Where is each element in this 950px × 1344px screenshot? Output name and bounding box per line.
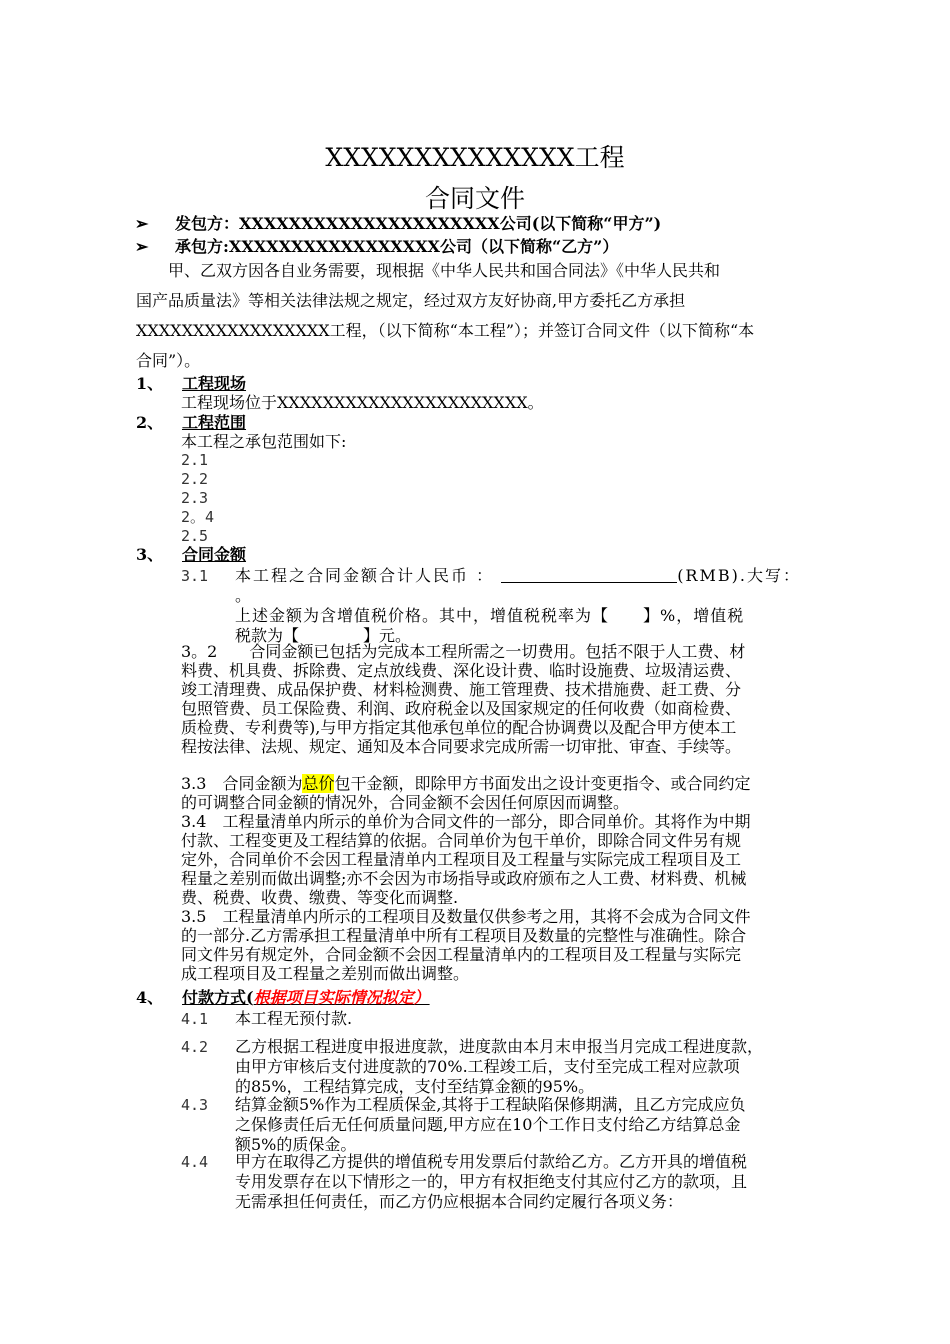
clause-line: 定外，合同单价不会因工程量清单内工程项目及工程量与实际完成工程项目及工 — [181, 850, 742, 869]
clause-line: 之保修责任后无任何质量问题,甲方应在10个工作日支付给乙方结算总金 — [235, 1115, 741, 1134]
clause-line: 的一部分.乙方需承担工程量清单中所有工程项目及数量的完整性与准确性。除合 — [181, 926, 747, 945]
clause-line: 由甲方审核后支付进度款的70%.工程竣工后，支付至完成工程对应款项 — [235, 1057, 740, 1076]
highlighted-text: 总价 — [302, 774, 335, 793]
clause-text: 税款为【 】元。 — [235, 626, 412, 645]
doc-title: XXXXXXXXXXXXXX工程 — [325, 143, 625, 172]
clause-4-4 — [181, 1152, 863, 1212]
clause-line: 专用发票存在以下情形之一的，甲方有权拒绝支付其应付乙方的款项，且 — [235, 1172, 748, 1191]
scope-item: 2.1 — [181, 451, 209, 469]
clause-number: 4.4 — [181, 1153, 209, 1171]
intro-paragraph — [136, 256, 861, 376]
clause-number: 4.1 — [181, 1010, 209, 1028]
section-title-note: 根据项目实际情况拟定） — [253, 988, 430, 1007]
intro-line: XXXXXXXXXXXXXXXXX工程，（以下简称“本工程”）；并签订合同文件（以下简称“本 — [136, 321, 755, 340]
clause-line: 甲方在取得乙方提供的增值税专用发票后付款给乙方。乙方开具的增值税 — [235, 1152, 748, 1171]
clause-line: 费、税费、收费、缴费、等变化而调整. — [181, 888, 459, 907]
clause-line: 的85%，工程结算完成，支付至结算金额的95%。 — [235, 1077, 595, 1096]
clause-4-3 — [181, 1095, 863, 1155]
section-number: 4、 — [136, 988, 164, 1007]
section-1-text: 工程现场位于XXXXXXXXXXXXXXXXXXXXXX。 — [181, 393, 544, 412]
clause-line: 无需承担任何责任，而乙方仍应根据本合同约定履行各项义务： — [235, 1192, 684, 1211]
clause-line: 程按法律、法规、规定、通知及本合同要求完成所需一切审批、审查、手续等。 — [181, 737, 742, 756]
section-title: 工程范围 — [182, 413, 247, 432]
section-2-text: 本工程之承包范围如下: — [181, 432, 347, 451]
clause-text: 3.3 合同金额为 — [181, 774, 303, 793]
clause-line: 付款、工程变更及工程结算的依据。合同单价为包干单价，即除合同文件另有规 — [181, 831, 742, 850]
clause-3-2 — [181, 642, 863, 756]
clause-text: (RMB).大写： — [677, 566, 801, 585]
clause-text: 。 — [235, 586, 252, 605]
clause-line: 质检费、专利费等),与甲方指定其他承包单位的配合协调费以及配合甲方使本工 — [181, 718, 737, 737]
clause-4-1 — [181, 1009, 863, 1029]
clause-3-3 — [181, 774, 863, 812]
clause-line: 额5%的质保金。 — [235, 1135, 357, 1154]
clause-line: 的可调整合同金额的情况外，合同金额不会因任何原因而调整。 — [181, 793, 630, 812]
scope-item: 2。4 — [181, 508, 215, 526]
clause-line: 竣工清理费、成品保护费、材料检测费、施工管理费、技术措施费、赶工费、分 — [181, 680, 742, 699]
party-b-text: 承包方:XXXXXXXXXXXXXXXXX公司（以下简称“乙方”） — [175, 237, 619, 256]
clause-text: 包干金额，即除甲方书面发出之设计变更指令、或合同约定 — [334, 774, 751, 793]
clause-line: 3.5 工程量清单内所示的工程项目及数量仅供参考之用，其将不会成为合同文件 — [181, 907, 751, 926]
clause-text: 本工程之合同金额合计人民币 ： — [235, 566, 495, 585]
section-4-heading — [136, 988, 430, 1008]
clause-number: 4.3 — [181, 1096, 209, 1114]
scope-item: 2.5 — [181, 527, 209, 545]
scope-item: 2.3 — [181, 489, 209, 507]
clause-3-4 — [181, 812, 863, 907]
amount-blank-underline — [501, 566, 677, 583]
scope-item: 2.2 — [181, 470, 209, 488]
party-b-line — [135, 237, 618, 257]
clause-text: 上述金额为含增值税价格。其中，增值税税率为【 】%，增值税 — [235, 606, 745, 625]
clause-number: 4.2 — [181, 1038, 209, 1056]
clause-line: 同文件另有规定外，合同金额不会因工程量清单内的工程项目及工程量与实际完 — [181, 945, 742, 964]
party-a-line — [135, 214, 661, 234]
clause-number: 3.1 — [181, 567, 209, 585]
section-title: 合同金额 — [182, 545, 247, 564]
clause-4-2 — [181, 1037, 863, 1097]
section-number: 1、 — [136, 374, 164, 393]
clause-line: 3。2 合同金额已包括为完成本工程所需之一切费用。包括不限于人工费、材 — [181, 642, 746, 661]
clause-3-1 — [181, 566, 863, 646]
section-title: 工程现场 — [182, 374, 247, 393]
party-a-text: 发包方：XXXXXXXXXXXXXXXXXXXXX公司(以下简称“甲方”) — [175, 214, 662, 233]
clause-line: 成工程项目及工程量之差别而做出调整。 — [181, 964, 470, 983]
intro-line: 国产品质量法》等相关法律法规之规定，经过双方友好协商,甲方委托乙方承担 — [136, 291, 686, 310]
intro-line: 合同”）。 — [136, 351, 201, 370]
arrow-bullet-icon: ➢ — [135, 214, 149, 233]
clause-3-5 — [181, 907, 863, 983]
section-2-heading — [136, 413, 246, 433]
clause-line: 3.4 工程量清单内所示的单价为合同文件的一部分，即合同单价。其将作为中期 — [181, 812, 751, 831]
clause-line: 料费、机具费、拆除费、定点放线费、深化设计费、临时设施费、垃圾清运费、 — [181, 661, 742, 680]
section-3-heading — [136, 545, 246, 565]
clause-line: 包照管费、员工保险费、利润、政府税金以及国家规定的任何收费（如商检费、 — [181, 699, 742, 718]
doc-subtitle: 合同文件 — [424, 184, 525, 213]
section-number: 2、 — [136, 413, 164, 432]
section-1-heading — [136, 374, 246, 394]
clause-line: 程量之差别而做出调整;亦不会因为市场指导或政府颁布之人工费、材料费、机械 — [181, 869, 747, 888]
intro-line: 甲、乙双方因各自业务需要，现根据《中华人民共和国合同法》《中华人民共和 — [136, 261, 721, 280]
section-number: 3、 — [136, 545, 164, 564]
clause-line: 乙方根据工程进度申报进度款，进度款由本月末申报当月完成工程进度款， — [235, 1037, 764, 1056]
clause-line: 结算金额5%作为工程质保金,其将于工程缺陷保修期满，且乙方完成应负 — [235, 1095, 746, 1114]
arrow-bullet-icon: ➢ — [135, 237, 149, 256]
clause-text: 本工程无预付款. — [235, 1009, 353, 1028]
section-title: 付款方式( — [182, 988, 254, 1007]
